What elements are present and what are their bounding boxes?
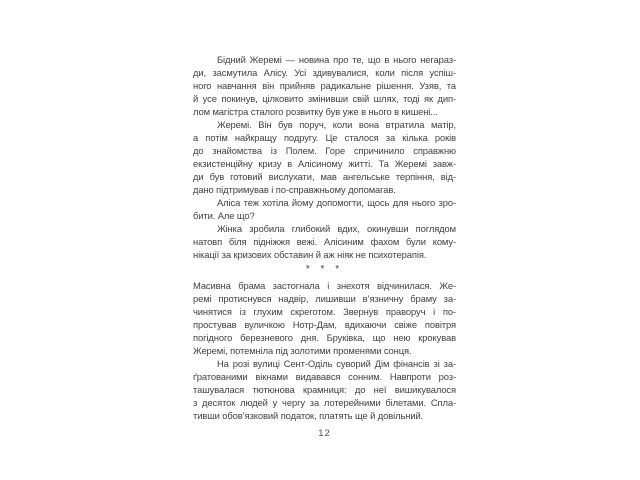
text-line: Аліса теж хотіла йому допомогти, щось для нього зро- (217, 197, 456, 208)
text-line: Жеремі, потемніла під золотими променями сонця. (193, 345, 412, 356)
paragraph (193, 196, 456, 222)
text-line: чинятися із глухим скреготом. Звернув праворуч і по- (193, 306, 456, 317)
text-line: Жінка зробила глибокий вдих, окинувши поглядом (217, 223, 456, 234)
text-line: натовп біля підніжжя вежі. Алісиним фахом були кому- (193, 236, 456, 247)
text-line: а потім найкращу подругу. Це сталося за кілька років (193, 132, 456, 143)
text-line: ґратованими вікнами видавався сонним. Навпроти роз- (193, 371, 456, 382)
text-line: ди, засмутила Алісу. Усі здивувалися, коли після успіш- (193, 67, 456, 78)
text-line: бити. Але що? (193, 210, 255, 221)
text-line: нікації за кризових обставин й аж ніяк не психотерапія. (193, 249, 427, 260)
paragraph (193, 357, 456, 422)
text-line: На розі вулиці Сент-Оділь суворий Дім фінансів зі за- (217, 358, 456, 369)
text-line: ташувалася тютюнова крамниця: до неї вишикувалося (193, 384, 456, 395)
text-line: з десяток людей у чергу за лотерейними білетами. Спла- (193, 397, 456, 408)
paragraph (193, 222, 456, 261)
text-line: Масивна брама застогнала і знехотя відчинилася. Же- (193, 280, 456, 291)
text-line: Бідний Жеремі — новина про те, що в нього негараз- (217, 54, 456, 65)
paragraph (193, 279, 456, 357)
text-line: тивши обов’язковий податок, платять ще й довільний. (193, 410, 424, 421)
text-line: погідного березневого дня. Бруківка, що нею крокував (193, 332, 456, 343)
section-separator: * * * (305, 264, 344, 275)
paragraph (193, 53, 456, 118)
text-line: й усе покинув, цілковито змінивши свій шлях, тоді як дип- (193, 93, 456, 104)
text-line: дано підтримував і по-справжньому допомагав. (193, 184, 396, 195)
text-line: ремі протиснувся надвір, лишивши в’язничну браму за- (193, 293, 456, 304)
text-line: Жеремі. Він був поруч, коли вона втратила матір, (217, 119, 456, 130)
text-line: ного навчання він прийняв радикальне рішення. Узяв, та (193, 80, 456, 91)
paragraph (193, 118, 456, 196)
text-line: до знайомства із Полем. Горе спричинило справжню (193, 145, 456, 156)
page-number: 12 (318, 428, 331, 439)
text-line: лом магістра сталого розвитку був уже в нього в кишені... (193, 106, 438, 117)
text-column (193, 53, 456, 422)
text-line: ди був готовий вислухати, мав ангельське терпіння, від- (193, 171, 456, 182)
text-line: простував вуличкою Нотр-Дам, вдихаючи свіже повітря (193, 319, 456, 330)
text-line: екзистенційну кризу в Алісиному житті. Та Жеремі завж- (193, 158, 456, 169)
